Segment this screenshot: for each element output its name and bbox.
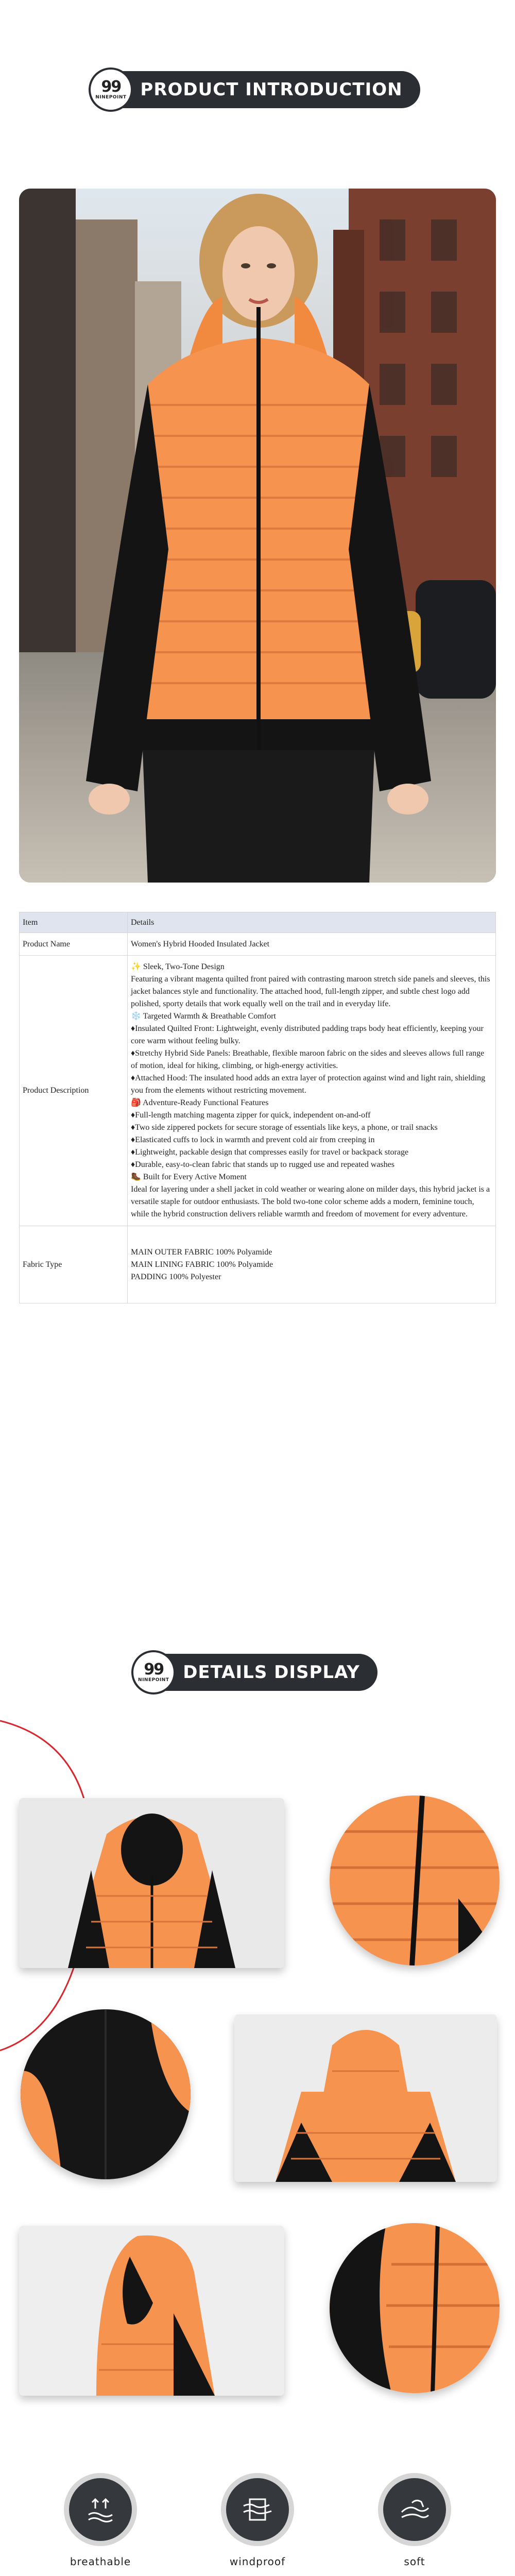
details-title: DETAILS DISPLAY	[183, 1662, 360, 1683]
detail-front-jacket	[19, 1798, 284, 1968]
spec-row-fabric	[20, 1226, 496, 1303]
desc-line: ♦Insulated Quilted Front: Lightweight, evenly distributed padding traps body heat efficiently, keeping your core warm without feeling bulky.	[131, 1024, 484, 1045]
quilted-closeup-illustration	[330, 1795, 500, 1965]
feature-label: soft	[404, 2555, 425, 2568]
zipper-closeup-illustration	[330, 2223, 500, 2393]
breathable-icon	[82, 2492, 118, 2528]
desc-line: Featuring a vibrant magenta quilted front paired with contrasting maroon stretch side panels and sleeves, this jacket balances style and functionality. The attached hood, full-length zipper, and subtle chest logo add polished, sporty details that work equally well on the trail and in everyday life.	[131, 975, 490, 1008]
feature-breathable	[49, 2473, 152, 2568]
detail-side-panel-closeup	[21, 2009, 191, 2179]
feature-windproof	[206, 2473, 309, 2568]
desc-line: ♦Elasticated cuffs to lock in warmth and prevent cold air from creeping in	[131, 1136, 375, 1144]
spec-row-description	[20, 956, 496, 1226]
hero-product-photo	[19, 189, 496, 883]
intro-header	[0, 71, 515, 108]
fabric-type-label: Fabric Type	[20, 1226, 128, 1303]
spec-header-details: Details	[128, 912, 496, 933]
product-description-value	[128, 956, 496, 1226]
side-panel-illustration	[21, 2009, 191, 2179]
feature-label: breathable	[70, 2555, 131, 2568]
spec-header-item: Item	[20, 912, 128, 933]
desc-line: ♦Durable, easy-to-clean fabric that stands up to rugged use and repeated washes	[131, 1160, 394, 1169]
spec-header-row	[20, 912, 496, 933]
product-name-label: Product Name	[20, 933, 128, 956]
fabric-line: MAIN OUTER FABRIC 100% Polyamide	[131, 1247, 272, 1257]
details-header	[0, 1654, 515, 1691]
detail-zipper-closeup	[330, 2223, 500, 2393]
brand-logo-number: 99	[101, 78, 121, 96]
spec-row-product-name	[20, 933, 496, 956]
brand-logo-number: 99	[144, 1660, 164, 1679]
desc-line: ♦Attached Hood: The insulated hood adds an extra layer of protection against wind and light rain, shielding you from the elements without restricting movement.	[131, 1074, 486, 1095]
front-jacket-illustration	[19, 1798, 284, 1968]
feature-label: windproof	[229, 2555, 286, 2568]
desc-line: ♦Two side zippered pockets for secure storage of essentials like keys, a phone, or trail snacks	[131, 1123, 438, 1132]
desc-line: ♦Lightweight, packable design that compresses easily for travel or backpack storage	[131, 1148, 409, 1157]
detail-back-view	[234, 2014, 497, 2182]
side-view-illustration	[19, 2226, 284, 2396]
detail-quilted-closeup	[330, 1795, 500, 1965]
spec-table	[19, 912, 496, 1303]
fabric-type-value	[128, 1226, 496, 1303]
windproof-icon	[239, 2492, 276, 2528]
desc-line: ✨ Sleek, Two-Tone Design	[131, 962, 225, 971]
back-view-illustration	[234, 2014, 497, 2182]
brand-logo-text: NINEPOINT	[95, 95, 127, 100]
hero-illustration	[19, 189, 496, 883]
soft-icon	[397, 2492, 433, 2528]
detail-side-view	[19, 2226, 284, 2396]
brand-logo	[91, 70, 131, 110]
product-description-label: Product Description	[20, 956, 128, 1226]
desc-line: ♦Stretchy Hybrid Side Panels: Breathable, flexible maroon fabric on the sides and sleeves allows full range of motion, ideal for hiking, climbing, or high-energy activities.	[131, 1049, 485, 1070]
desc-line: 🎒 Adventure-Ready Functional Features	[131, 1098, 269, 1107]
desc-line: 🥾 Built for Every Active Moment	[131, 1173, 247, 1181]
brand-logo	[133, 1652, 174, 1692]
intro-header-pill	[95, 71, 420, 108]
details-header-pill	[138, 1654, 377, 1691]
feature-soft	[363, 2473, 466, 2568]
desc-line: ❄️ Targeted Warmth & Breathable Comfort	[131, 1012, 276, 1021]
desc-line: Ideal for layering under a shell jacket in cold weather or wearing alone on milder days, this hybrid jacket is a versatile staple for outdoor enthusiasts. The bold two-tone color scheme adds a modern, feminine touch, while the hybrid construction delivers reliable warmth and freedom of movement for every adventure.	[131, 1185, 490, 1218]
desc-line: ♦Full-length matching magenta zipper for quick, independent on-and-off	[131, 1111, 371, 1120]
intro-title: PRODUCT INTRODUCTION	[140, 79, 403, 100]
fabric-line: MAIN LINING FABRIC 100% Polyamide	[131, 1260, 273, 1269]
brand-logo-text: NINEPOINT	[138, 1677, 169, 1683]
fabric-line: PADDING 100% Polyester	[131, 1272, 221, 1281]
product-name-value: Women's Hybrid Hooded Insulated Jacket	[128, 933, 496, 956]
